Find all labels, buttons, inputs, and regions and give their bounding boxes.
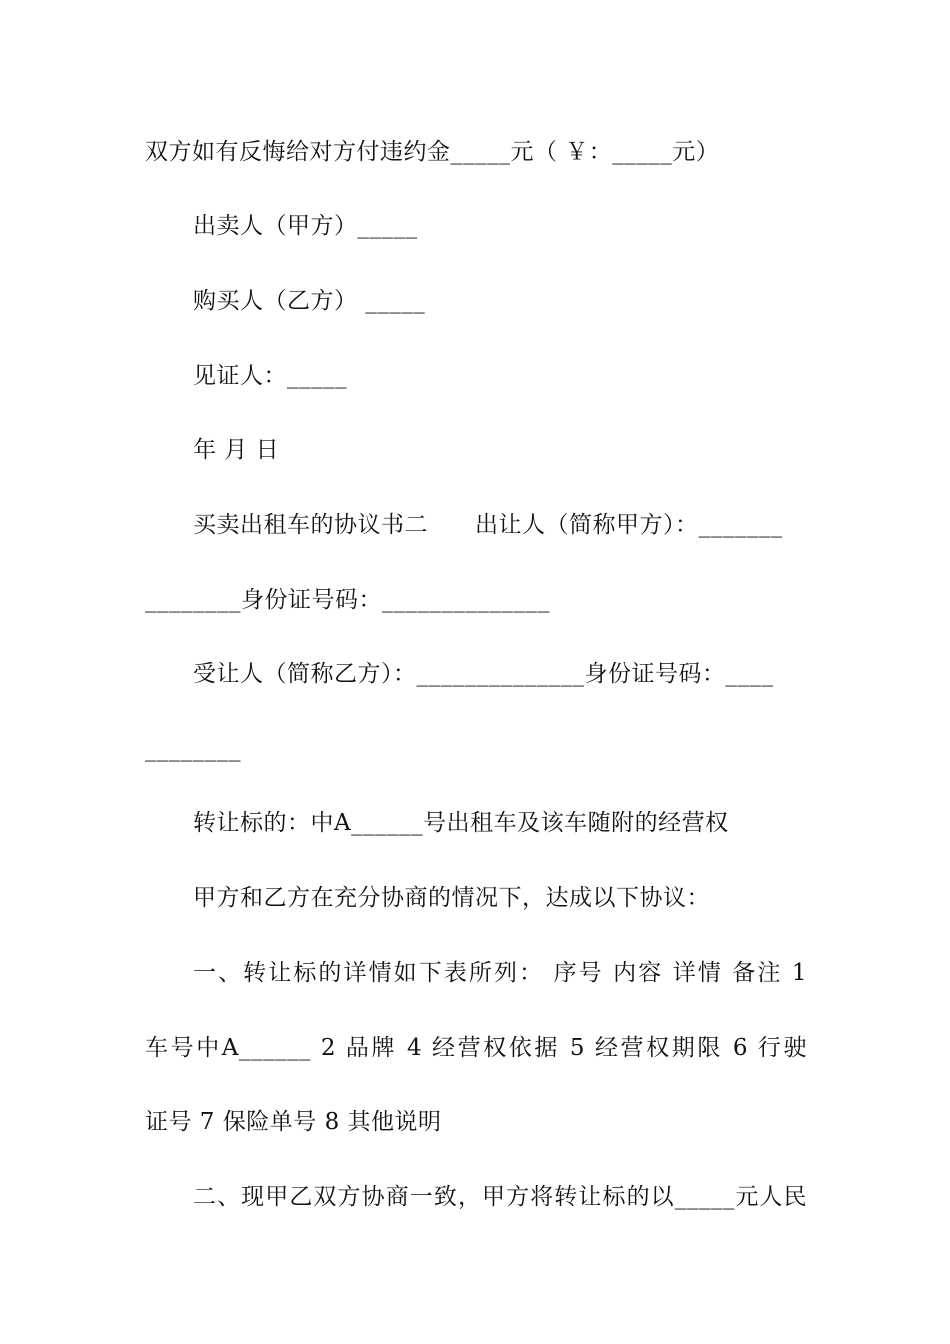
transferor-id-line: ________身份证号码：______________	[145, 587, 550, 613]
clause-one-line-2: 车号中A______ 2 品牌 4 经营权依据 5 经营权期限 6 行驶	[145, 1035, 807, 1061]
transferee-line: 受让人（简称乙方）：______________身份证号码：____	[193, 661, 774, 687]
clause-two-line-1: 二、现甲乙双方协商一致，甲方将转让标的以_____元人民	[193, 1184, 807, 1210]
clause-one-line-3: 证号 7 保险单号 8 其他说明	[145, 1109, 442, 1135]
agreement-two-title-line: 买卖出租车的协议书二 出让人（简称甲方）：_______	[193, 512, 783, 538]
witness-signature-line: 见证人：_____	[193, 363, 347, 389]
clause-one-line-1: 一、转让标的详情如下表所列： 序号 内容 详情 备注 1	[193, 960, 807, 986]
transfer-subject-line: 转让标的：中A______号出租车及该车随附的经营权	[193, 810, 729, 836]
date-line: 年 月 日	[193, 437, 280, 463]
agreement-intro-line: 甲方和乙方在充分协商的情况下，达成以下协议：	[193, 885, 710, 911]
transferee-id-continuation-line: ________	[145, 736, 241, 762]
penalty-clause-line: 双方如有反悔给对方付违约金_____元（ ￥：_____元）	[145, 139, 720, 165]
buyer-signature-line: 购买人（乙方） _____	[193, 288, 426, 314]
seller-signature-line: 出卖人（甲方）_____	[193, 213, 418, 239]
